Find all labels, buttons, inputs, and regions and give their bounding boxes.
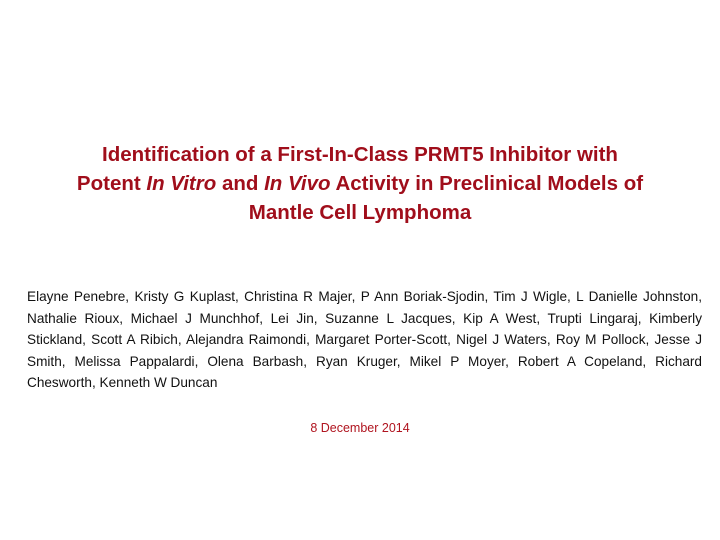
presentation-date: 8 December 2014 — [310, 421, 410, 435]
title-italic-in-vivo: In Vivo — [264, 172, 331, 195]
slide-title — [20, 140, 700, 227]
author-list: Elayne Penebre, Kristy G Kuplast, Christina R Majer, P Ann Boriak-Sjodin, Tim J Wigle, L Danielle Johnston, Nathalie Rioux, Michael J Munchhof, Lei Jin, Suzanne L Jacques, Kip A West, Trupti Lingaraj, Kimberly Stickland, Scott A Ribich, Alejandra Raimondi, Margaret Porter-Scott, Nigel J Waters, Roy M Pollock, Jesse J Smith, Melissa Pappalardi, Olena Barbash, Ryan Kruger, Mikel P Moyer, Robert A Copeland, Richard Chesworth, Kenneth W Duncan — [27, 289, 702, 390]
title-line-1: Identification of a First-In-Class PRMT5 Inhibitor with — [102, 143, 618, 166]
title-italic-in-vitro: In Vitro — [146, 172, 217, 195]
title-text: Activity in Preclinical Models of — [330, 172, 644, 195]
title-text: and — [216, 172, 265, 195]
title-line-2 — [20, 169, 700, 198]
title-line-3: Mantle Cell Lymphoma — [248, 201, 472, 224]
title-text: Potent — [76, 172, 147, 195]
